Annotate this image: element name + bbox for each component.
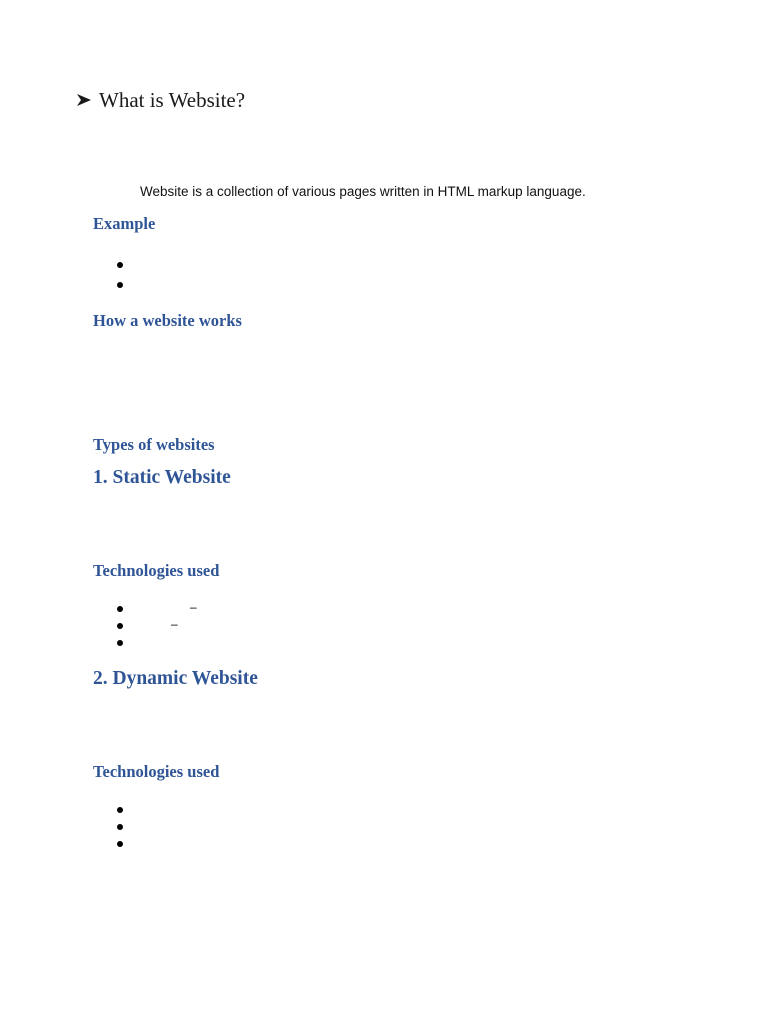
dynamic-tech-bullet-2 [117,824,123,830]
static-website-heading: 1. Static Website [93,467,231,488]
static-tech-bullet-2 [117,623,123,629]
dynamic-tech-bullet-1 [117,807,123,813]
example-heading: Example [93,214,156,233]
example-bullet-1 [117,262,123,268]
intro-paragraph: Website is a collection of various pages written in HTML markup language. [140,184,586,199]
static-technologies-heading: Technologies used [93,561,220,580]
dynamic-tech-bullet-3 [117,841,123,847]
how-website-works-heading: How a website works [93,311,242,330]
document-title-row [76,86,245,114]
static-tech-bullet-3 [117,640,123,646]
static-tech-item-2: – [171,617,178,631]
static-tech-item-1: – [190,600,197,614]
document-title: What is Website? [99,88,246,112]
dynamic-technologies-heading: Technologies used [93,762,220,781]
static-tech-bullet-1 [117,606,123,612]
example-bullet-2 [117,282,123,288]
dynamic-website-heading: 2. Dynamic Website [93,668,258,689]
types-of-websites-heading: Types of websites [93,435,215,454]
arrow-bullet-icon [76,93,92,107]
